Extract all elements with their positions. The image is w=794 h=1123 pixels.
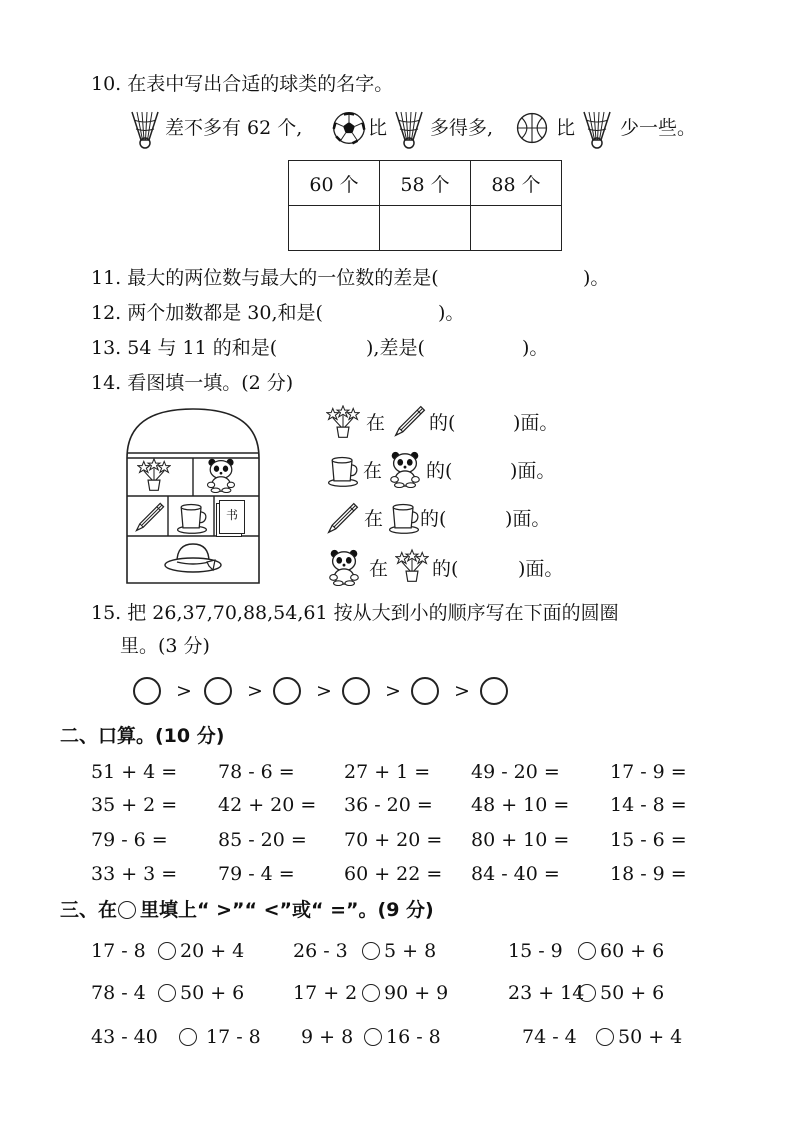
calc-item: 48 + 10 =	[471, 794, 570, 816]
pencil-icon	[133, 500, 167, 534]
q14-row4-de: 的(	[432, 558, 459, 580]
cup-icon	[386, 500, 422, 536]
compare-right-expr: 50 + 4	[618, 1026, 683, 1048]
q10-title: 10. 在表中写出合适的球类的名字。	[91, 73, 394, 95]
calc-item: 70 + 20 =	[344, 829, 443, 851]
q14-title: 14. 看图填一填。(2 分)	[91, 372, 294, 394]
calc-item: 51 + 4 =	[91, 761, 178, 783]
table-header-cell: 60 个	[289, 161, 380, 206]
compare-answer-circle[interactable]	[158, 942, 176, 960]
calc-item: 35 + 2 =	[91, 794, 178, 816]
q14-row1-end: )面。	[513, 412, 559, 434]
compare-left-expr: 15 - 9	[508, 940, 563, 962]
section2-title: 二、口算。(10 分)	[60, 725, 225, 747]
q10-seg3: 多得多,	[430, 117, 494, 139]
answer-cell[interactable]	[289, 206, 380, 251]
panda-icon	[386, 450, 424, 488]
answer-circle[interactable]	[480, 677, 508, 705]
shuttlecock-icon	[394, 110, 424, 150]
calc-item: 14 - 8 =	[610, 794, 687, 816]
table-header-cell: 88 个	[471, 161, 562, 206]
q14-row4-zai: 在	[369, 558, 389, 580]
q13-end: )。	[522, 337, 549, 359]
calc-item: 78 - 6 =	[218, 761, 295, 783]
q10-seg5: 少一些。	[620, 117, 697, 139]
flower-pot-icon	[395, 548, 429, 584]
compare-answer-circle[interactable]	[179, 1028, 197, 1046]
q14-row3-de: 的(	[420, 508, 447, 530]
answer-circle[interactable]	[342, 677, 370, 705]
compare-left-expr: 17 + 2	[293, 982, 358, 1004]
q10-seg1: 差不多有 62 个,	[165, 117, 303, 139]
q11-end: )。	[583, 267, 610, 289]
pencil-icon	[392, 403, 428, 439]
q14-row2-zai: 在	[363, 460, 383, 482]
answer-circle[interactable]	[133, 677, 161, 705]
compare-right-expr: 60 + 6	[600, 940, 665, 962]
calc-item: 36 - 20 =	[344, 794, 433, 816]
cup-icon	[174, 500, 210, 536]
calc-item: 85 - 20 =	[218, 829, 307, 851]
compare-left-expr: 17 - 8	[91, 940, 146, 962]
q12-end: )。	[438, 302, 465, 324]
hat-icon	[163, 540, 223, 576]
compare-right-expr: 20 + 4	[180, 940, 245, 962]
compare-left-expr: 43 - 40	[91, 1026, 158, 1048]
answer-cell[interactable]	[471, 206, 562, 251]
q14-row3-end: )面。	[505, 508, 551, 530]
compare-right-expr: 16 - 8	[386, 1026, 441, 1048]
compare-right-expr: 90 + 9	[384, 982, 449, 1004]
compare-answer-circle[interactable]	[362, 984, 380, 1002]
calc-item: 80 + 10 =	[471, 829, 570, 851]
greater-than-sign: >	[385, 680, 401, 702]
q13-mid: ),差是(	[366, 337, 425, 359]
q10-seg4: 比	[556, 117, 576, 139]
section3-title-a: 三、在	[60, 899, 118, 921]
calc-item: 84 - 40 =	[471, 863, 560, 885]
compare-left-expr: 9 + 8	[301, 1026, 354, 1048]
greater-than-sign: >	[316, 680, 332, 702]
q10-seg2: 比	[368, 117, 388, 139]
answer-circle[interactable]	[204, 677, 232, 705]
compare-left-expr: 26 - 3	[293, 940, 348, 962]
calc-item: 15 - 6 =	[610, 829, 687, 851]
compare-answer-circle[interactable]	[158, 984, 176, 1002]
answer-circle[interactable]	[411, 677, 439, 705]
compare-left-expr: 74 - 4	[522, 1026, 577, 1048]
shuttlecock-icon	[582, 110, 612, 150]
calc-item: 17 - 9 =	[610, 761, 687, 783]
q14-row2-end: )面。	[510, 460, 556, 482]
compare-answer-circle[interactable]	[596, 1028, 614, 1046]
greater-than-sign: >	[454, 680, 470, 702]
calc-item: 79 - 4 =	[218, 863, 295, 885]
q12-text: 12. 两个加数都是 30,和是(	[91, 302, 323, 324]
compare-answer-circle[interactable]	[362, 942, 380, 960]
shuttlecock-icon	[130, 110, 160, 150]
answer-cell[interactable]	[380, 206, 471, 251]
q15-line1: 15. 把 26,37,70,88,54,61 按从大到小的顺序写在下面的圆圈	[91, 602, 619, 624]
basketball-icon	[515, 111, 549, 145]
q14-row1-zai: 在	[366, 412, 386, 434]
flower-pot-icon	[137, 458, 171, 492]
compare-right-expr: 17 - 8	[206, 1026, 261, 1048]
calc-item: 60 + 22 =	[344, 863, 443, 885]
q11-text: 11. 最大的两位数与最大的一位数的差是(	[91, 267, 439, 289]
q15-line2: 里。(3 分)	[120, 635, 210, 657]
compare-left-expr: 78 - 4	[91, 982, 146, 1004]
soccer-ball-icon	[332, 111, 366, 145]
answer-circle[interactable]	[273, 677, 301, 705]
panda-icon	[203, 457, 239, 493]
pencil-icon	[325, 500, 361, 536]
compare-right-expr: 5 + 8	[384, 940, 437, 962]
greater-than-sign: >	[176, 680, 192, 702]
calc-item: 33 + 3 =	[91, 863, 178, 885]
compare-answer-circle[interactable]	[578, 942, 596, 960]
calc-item: 79 - 6 =	[91, 829, 168, 851]
q14-row2-de: 的(	[426, 460, 453, 482]
table-header-cell: 58 个	[380, 161, 471, 206]
calc-item: 27 + 1 =	[344, 761, 431, 783]
section3-title-b: 里填上“ >”“ <”或“ =”。(9 分)	[140, 899, 434, 921]
compare-right-expr: 50 + 6	[180, 982, 245, 1004]
q14-row1-de: 的(	[429, 412, 456, 434]
flower-pot-icon	[326, 405, 360, 439]
q14-row4-end: )面。	[518, 558, 564, 580]
panda-icon	[325, 548, 363, 586]
compare-answer-circle[interactable]	[364, 1028, 382, 1046]
compare-answer-circle[interactable]	[578, 984, 596, 1002]
circle-symbol	[118, 901, 136, 919]
book-icon: 书	[219, 500, 245, 534]
greater-than-sign: >	[247, 680, 263, 702]
q14-row3-zai: 在	[364, 508, 384, 530]
ball-count-table	[288, 160, 562, 251]
calc-item: 42 + 20 =	[218, 794, 317, 816]
q13-text: 13. 54 与 11 的和是(	[91, 337, 278, 359]
cup-icon	[325, 453, 361, 489]
compare-left-expr: 23 + 14	[508, 982, 585, 1004]
compare-right-expr: 50 + 6	[600, 982, 665, 1004]
calc-item: 49 - 20 =	[471, 761, 560, 783]
calc-item: 18 - 9 =	[610, 863, 687, 885]
